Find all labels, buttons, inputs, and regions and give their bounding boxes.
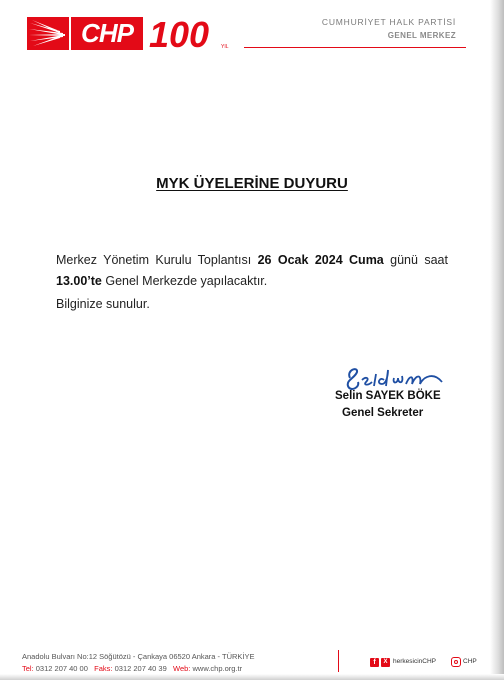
fax-number: 0312 207 40 39	[114, 664, 167, 673]
header-divider	[244, 47, 466, 48]
meeting-time: 13.00’te	[56, 274, 102, 288]
document-title: MYK ÜYELERİNE DUYURU	[156, 175, 348, 192]
page-edge-shadow	[490, 0, 504, 680]
page-bottom-shadow	[0, 674, 504, 680]
chp-100-year-logo	[149, 14, 231, 54]
footer-address: Anadolu Bulvarı No:12 Söğütözü - Çankaya 06520 Ankara - TÜRKİYE	[22, 652, 255, 661]
meeting-date: 26 Ocak 2024 Cuma	[257, 253, 384, 267]
party-name: CUMHURİYET HALK PARTİSİ	[321, 17, 456, 27]
web-label: Web:	[173, 664, 191, 673]
closing-note: Bilginize sunulur.	[56, 297, 150, 311]
social-handle: herkesicinCHP	[393, 658, 436, 665]
para-mid: günü saat	[383, 253, 448, 267]
chp-logo-text: CHP	[71, 17, 143, 50]
para-start: Merkez Yönetim Kurulu Toplantısı	[56, 253, 258, 267]
fax-label: Faks:	[94, 664, 113, 673]
x-twitter-icon: X	[381, 658, 390, 667]
instagram-icon	[451, 657, 461, 667]
tel-label: Tel:	[22, 664, 34, 673]
anniversary-suffix: YIL	[221, 44, 229, 50]
signatory-role: Genel Sekreter	[342, 407, 424, 419]
office-name: GENEL MERKEZ	[387, 31, 456, 40]
footer-contact	[22, 664, 242, 673]
anniversary-number: 100	[149, 14, 210, 54]
web-url: www.chp.org.tr	[192, 664, 243, 673]
facebook-icon: f	[370, 658, 379, 667]
chp-six-arrows-logo	[27, 17, 69, 50]
para-end: Genel Merkezde yapılacaktır.	[101, 274, 268, 288]
announcement-paragraph	[56, 250, 448, 292]
instagram-handle: CHP	[463, 658, 477, 665]
tel-number: 0312 207 40 00	[35, 664, 88, 673]
footer-divider	[338, 650, 339, 672]
signatory-name: Selin SAYEK BÖKE	[335, 390, 441, 402]
